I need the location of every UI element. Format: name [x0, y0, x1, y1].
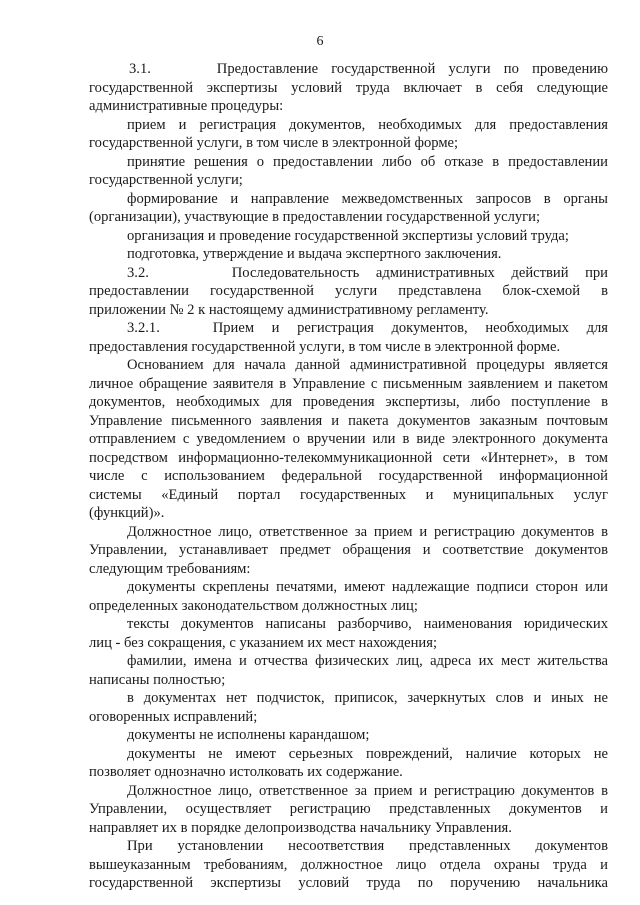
text-line: предоставления государственной услуги, в том числе в электронной форме.: [89, 338, 561, 355]
text-line: государственной экспертизы условий труда включает в себя следующие: [89, 79, 608, 96]
text-line: фамилии, имена и отчества физических лиц, адреса их мест жительства: [127, 653, 608, 669]
text-line: посредством информационно-телекоммуникационной сети «Интернет», в том: [89, 449, 608, 466]
text-line: тексты документов написаны разборчиво, наименования юридических: [127, 616, 608, 632]
text-line: оговоренных исправлений;: [89, 708, 258, 725]
text-line: государственной услуги, в том числе в электронной форме;: [89, 135, 459, 151]
text-line: лиц - без сокращения, с указанием их мест нахождения;: [89, 634, 438, 651]
text-line: государственной экспертизы условий труда по поручению начальника: [89, 875, 608, 891]
text-line: в документах нет подчисток, приписок, зачеркнутых слов и иных не: [127, 690, 608, 706]
text-line: Должностное лицо, ответственное за прием и регистрацию документов в: [127, 523, 608, 540]
text-line: отправлением с уведомлением о вручении или в виде электронного документа: [89, 431, 608, 447]
text-line: определенных законодательством должностных лиц;: [89, 597, 418, 614]
text-line: следующим требованиям:: [89, 560, 251, 577]
text-line: документы не исполнены карандашом;: [127, 727, 370, 743]
text-line: 3.1. Предоставление государственной услуги по проведению: [129, 61, 608, 77]
text-line: (организации), участвующие в предоставлении государственной услуги;: [89, 209, 541, 225]
text-line: (функций)».: [89, 505, 165, 521]
text-line: 3.2. Последовательность административных действий при: [127, 264, 608, 281]
text-line: Управлении, устанавливает предмет обращения и соответствие документов: [89, 542, 608, 558]
text-line: документов, необходимых для проведения экспертизы, либо поступление в: [89, 394, 608, 410]
text-line: вышеуказанным требованиям, должностное лицо отдела охраны труда и: [89, 856, 608, 873]
text-line: позволяет однозначно истолковать их содержание.: [89, 764, 403, 780]
document-body: [89, 60, 608, 893]
text-line: 3.2.1. Прием и регистрация документов, необходимых для: [127, 320, 608, 336]
text-line: документы не имеют серьезных повреждений, наличие которых не: [127, 745, 608, 762]
page-number: 6: [316, 34, 324, 49]
text-line: При установлении несоответствия представленных документов: [127, 838, 608, 854]
text-line: Управлении, осуществляет регистрацию представленных документов и: [89, 801, 608, 817]
text-line: Основанием для начала данной административной процедуры является: [127, 357, 608, 373]
text-line: направляет их в порядке делопроизводства начальнику Управления.: [89, 819, 512, 836]
text-line: написаны полностью;: [89, 671, 226, 688]
text-line: системы «Единый портал государственных и муниципальных услуг: [89, 486, 608, 503]
text-line: личное обращение заявителя в Управление с письменным заявлением и пакетом: [89, 375, 608, 392]
text-line: документы скреплены печатями, имеют надлежащие подписи сторон или: [127, 579, 608, 595]
text-line: организация и проведение государственной экспертизы условий труда;: [127, 227, 569, 244]
text-line: предоставлении государственной услуги представлена блок-схемой в: [89, 283, 608, 299]
text-line: прием и регистрация документов, необходимых для предоставления: [127, 116, 608, 133]
text-line: формирование и направление межведомственных запросов в органы: [127, 190, 608, 207]
text-line: принятие решения о предоставлении либо об отказе в предоставлении: [127, 153, 608, 170]
text-line: приложении № 2 к настоящему административному регламенту.: [89, 301, 489, 318]
text-line: Должностное лицо, ответственное за прием и регистрацию документов в: [127, 782, 608, 799]
text-line: числе с использованием федеральной государственной информационной: [89, 468, 608, 484]
text-line: подготовка, утверждение и выдача экспертного заключения.: [127, 246, 502, 262]
text-line: Управление письменного заявления и пакета документов заказным почтовым: [89, 412, 608, 429]
text-line: административные процедуры:: [89, 98, 284, 114]
text-line: государственной услуги;: [89, 172, 243, 188]
